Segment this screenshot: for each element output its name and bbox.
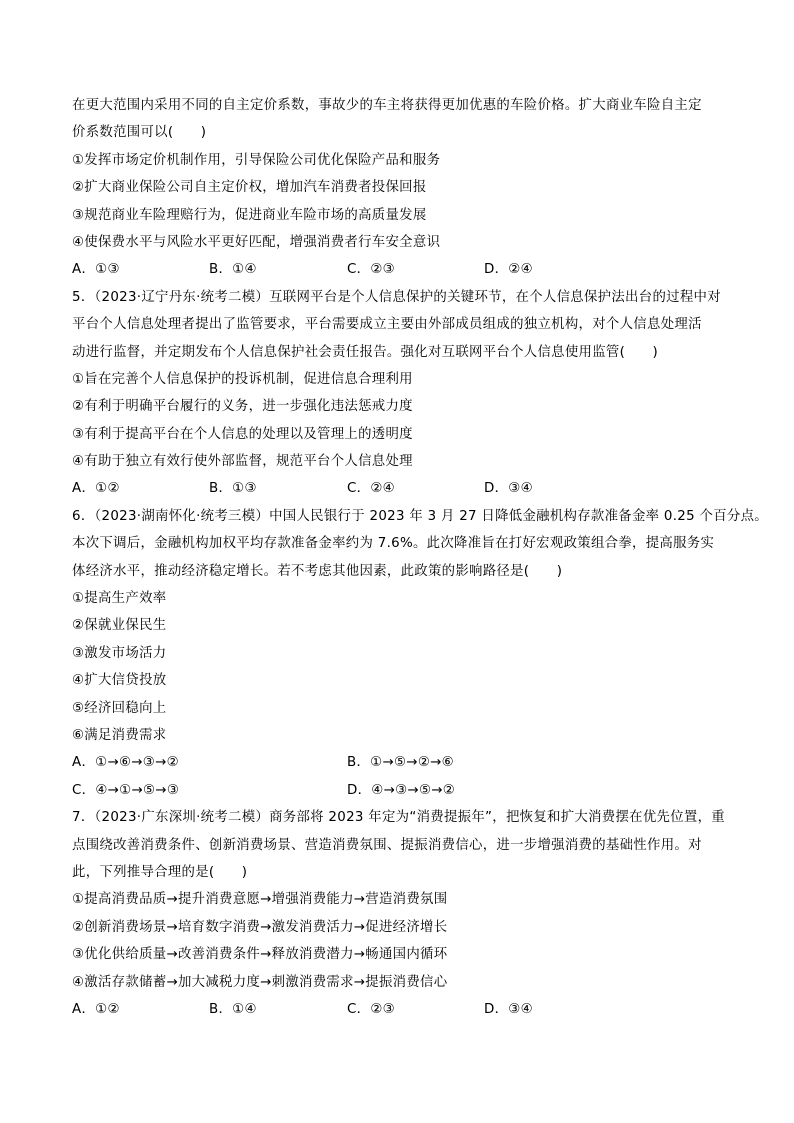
- statement-item: ②有利于明确平台履行的义务，进一步强化违法惩戒力度: [72, 399, 413, 415]
- question-stem-line: 6．（2023·湖南怀化·统考三模）中国人民银行于 2023 年 3 月 27 日降低金融机构存款准备金率 0.25 个百分点。: [72, 508, 768, 524]
- question-6: [72, 503, 768, 804]
- option-a: A．①→⑥→③→②: [72, 755, 179, 771]
- statement-item: ③有利于提高平台在个人信息的处理以及管理上的透明度: [72, 426, 413, 442]
- option-c: C．②③: [347, 262, 395, 278]
- question-stem-line: 点围绕改善消费条件、创新消费场景、营造消费氛围、提振消费信心，进一步增强消费的基础性作用。对: [72, 837, 702, 853]
- question-stem-line: 5．（2023·辽宁丹东·统考二模）互联网平台是个人信息保护的关键环节，在个人信息保护法出台的过程中对: [72, 289, 721, 305]
- statement-item: ②创新消费场景→培育数字消费→激发消费活力→促进经济增长: [72, 919, 448, 935]
- statement-item: ③激发市场活力: [72, 645, 167, 661]
- statement-item: ⑥满足消费需求: [72, 727, 167, 743]
- question-stem-line: 平台个人信息处理者提出了监管要求，平台需要成立主要由外部成员组成的独立机构，对个人信息处理活: [72, 317, 702, 333]
- answer-options: [72, 996, 752, 1023]
- question-list: [72, 92, 768, 1023]
- question-stem-line: 价系数范围可以( ): [72, 125, 207, 141]
- statement-item: ①旨在完善个人信息保护的投诉机制，促进信息合理利用: [72, 371, 413, 387]
- question-stem-line: 在更大范围内采用不同的自主定价系数，事故少的车主将获得更加优惠的车险价格。扩大商业车险自主定: [72, 98, 702, 113]
- option-d: D．③④: [484, 481, 533, 497]
- option-a: A．①③: [72, 262, 120, 278]
- option-d: D．③④: [484, 1001, 533, 1017]
- question-stem-line: 此，下列推导合理的是( ): [72, 864, 248, 880]
- option-c: C．②④: [347, 481, 395, 497]
- statement-item: ④扩大信贷投放: [72, 673, 167, 689]
- answer-options-row-2: [72, 777, 752, 804]
- option-b: B．①③: [209, 481, 257, 497]
- answer-options: [72, 475, 752, 502]
- question-7: [72, 804, 752, 1023]
- statement-item: ①发挥市场定价机制作用，引导保险公司优化保险产品和服务: [72, 152, 441, 168]
- answer-options-row-1: [72, 749, 752, 776]
- option-b: B．①→⑤→②→⑥: [347, 755, 454, 771]
- statement-item: ①提高生产效率: [72, 591, 167, 607]
- option-d: D．②④: [484, 262, 533, 278]
- option-d: D．④→③→⑤→②: [347, 782, 456, 798]
- question-stem-line: 本次下调后，金融机构加权平均存款准备金率约为 7.6%。此次降准旨在打好宏观政策组合拳，提高服务实: [72, 536, 715, 552]
- statement-item: ①提高消费品质→提升消费意愿→增强消费能力→营造消费氛围: [72, 892, 448, 908]
- option-a: A．①②: [72, 481, 120, 497]
- statement-item: ③优化供给质量→改善消费条件→释放消费潜力→畅通国内循环: [72, 947, 448, 963]
- question-stem-line: 动进行监督，并定期发布个人信息保护社会责任报告。强化对互联网平台个人信息使用监管( ): [72, 344, 659, 360]
- answer-options: [72, 256, 752, 283]
- statement-item: ③规范商业车险理赔行为，促进商业车险市场的高质量发展: [72, 207, 427, 223]
- statement-item: ④激活存款储蓄→加大减税力度→刺激消费需求→提振消费信心: [72, 974, 448, 990]
- option-b: B．①④: [209, 1001, 257, 1017]
- statement-item: ④使保费水平与风险水平更好匹配，增强消费者行车安全意识: [72, 234, 441, 250]
- question-stem-line: 7．（2023·广东深圳·统考二模）商务部将 2023 年定为“消费提振年”，把恢复和扩大消费摆在优先位置，重: [72, 810, 725, 826]
- statement-item: ④有助于独立有效行使外部监督，规范平台个人信息处理: [72, 454, 413, 470]
- option-a: A．①②: [72, 1001, 120, 1017]
- statement-item: ②扩大商业保险公司自主定价权，增加汽车消费者投保回报: [72, 180, 427, 196]
- statement-item: ⑤经济回稳向上: [72, 700, 167, 716]
- question-4: [72, 92, 752, 284]
- question-5: [72, 284, 752, 503]
- option-c: C．②③: [347, 1001, 395, 1017]
- option-c: C．④→①→⑤→③: [72, 782, 180, 798]
- statement-item: ②保就业保民生: [72, 618, 167, 634]
- option-b: B．①④: [209, 262, 257, 278]
- question-stem-line: 体经济水平，推动经济稳定增长。若不考虑其他因素，此政策的影响路径是( ): [72, 563, 563, 579]
